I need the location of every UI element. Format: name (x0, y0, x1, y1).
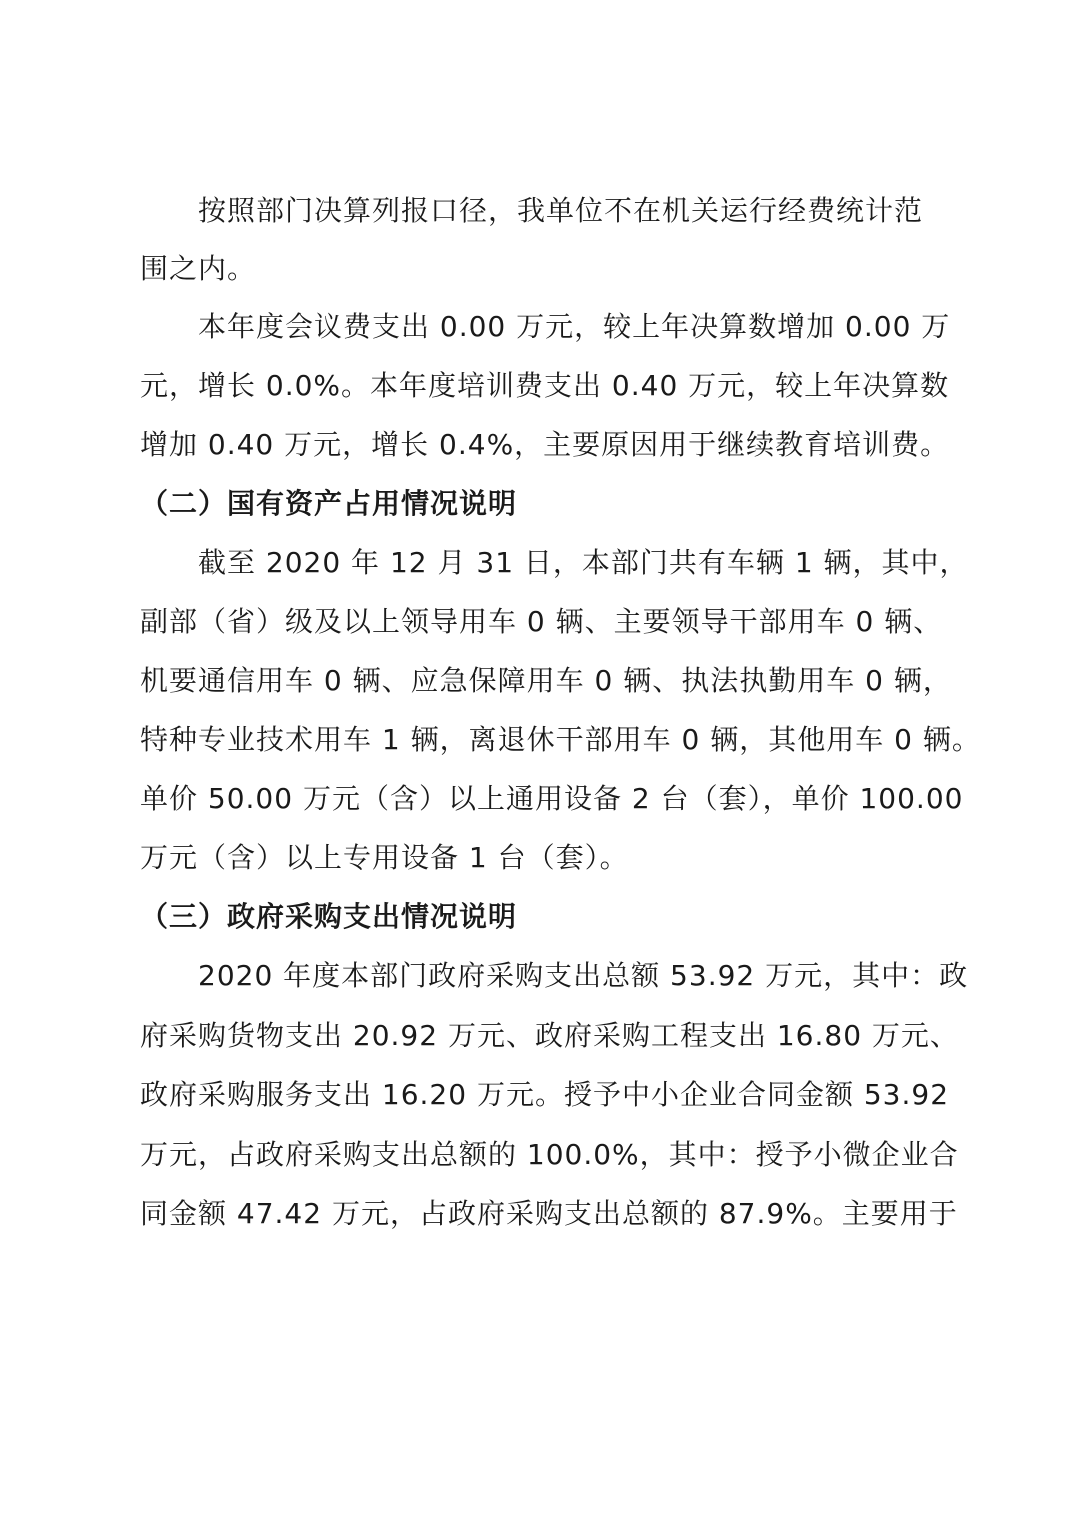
paragraph-line: 副部（省）级及以上领导用车 0 辆、主要领导干部用车 0 辆、 (140, 605, 943, 638)
paragraph-line: 政府采购服务支出 16.20 万元。授予中小企业合同金额 53.92 (140, 1078, 950, 1111)
paragraph-line: 同金额 47.42 万元，占政府采购支出总额的 87.9%。主要用于 (140, 1197, 958, 1230)
paragraph-line: 元，增长 0.0%。本年度培训费支出 0.40 万元，较上年决算数 (140, 369, 950, 402)
section-heading-assets: （二）国有资产占用情况说明 (140, 487, 518, 520)
paragraph-line: 特种专业技术用车 1 辆，离退休干部用车 0 辆，其他用车 0 辆。 (140, 723, 981, 756)
paragraph-line: 机要通信用车 0 辆、应急保障用车 0 辆、执法执勤用车 0 辆， (140, 664, 952, 697)
paragraph-line: 增加 0.40 万元，增长 0.4%，主要原因用于继续教育培训费。 (140, 428, 950, 461)
paragraph-line: 单价 50.00 万元（含）以上通用设备 2 台（套），单价 100.00 (140, 782, 964, 815)
paragraph-line: 万元（含）以上专用设备 1 台（套）。 (140, 841, 629, 874)
paragraph-line: 按照部门决算列报口径，我单位不在机关运行经费统计范 (198, 194, 924, 227)
section-heading-procurement: （三）政府采购支出情况说明 (140, 900, 518, 933)
paragraph-line: 府采购货物支出 20.92 万元、政府采购工程支出 16.80 万元、 (140, 1019, 959, 1052)
paragraph-line: 2020 年度本部门政府采购支出总额 53.92 万元，其中：政 (198, 959, 969, 992)
paragraph-line: 万元，占政府采购支出总额的 100.0%，其中：授予小微企业合 (140, 1138, 959, 1171)
paragraph-line: 截至 2020 年 12 月 31 日，本部门共有车辆 1 辆，其中， (198, 546, 969, 579)
paragraph-line: 本年度会议费支出 0.00 万元，较上年决算数增加 0.00 万 (198, 310, 951, 343)
paragraph-line: 围之内。 (140, 252, 257, 285)
